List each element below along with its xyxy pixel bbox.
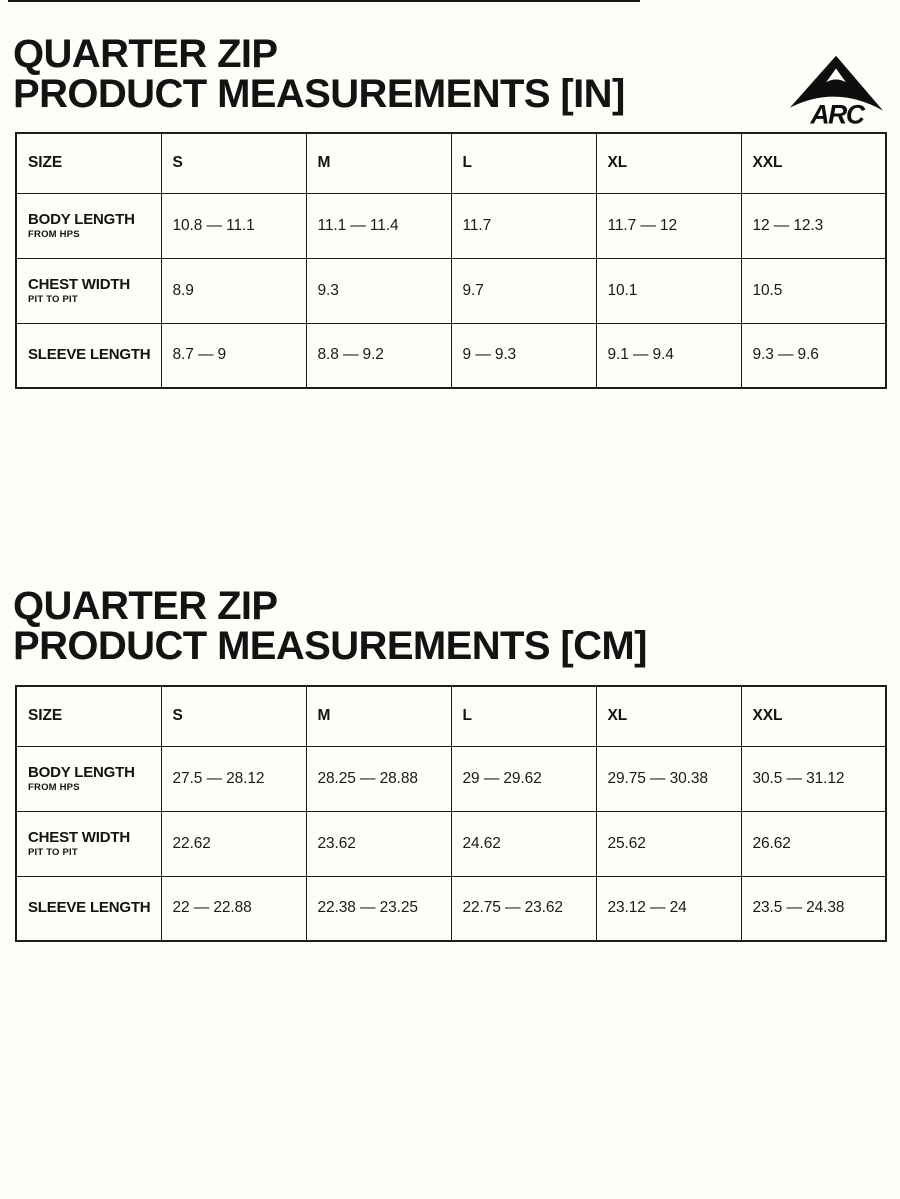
- col-header-size: SIZE: [16, 686, 161, 746]
- col-header-xxl: XXL: [741, 133, 886, 193]
- scan-artifact-line: [8, 0, 640, 2]
- col-header-xl: XL: [596, 133, 741, 193]
- row-sublabel: PIT TO PIT: [28, 293, 78, 305]
- header-row: [16, 686, 886, 746]
- row-label: BODY LENGTH: [28, 763, 135, 781]
- value-cell: 25.62: [596, 811, 741, 876]
- row-label: CHEST WIDTH: [28, 828, 130, 846]
- value-cell: 10.1: [596, 258, 741, 323]
- table-row-sleeve-length: [16, 323, 886, 388]
- value-cell: 12 — 12.3: [741, 193, 886, 258]
- row-sublabel: PIT TO PIT: [28, 846, 78, 858]
- table-row-body-length: [16, 746, 886, 811]
- value-cell: 24.62: [451, 811, 596, 876]
- row-label-cell: [16, 746, 161, 811]
- row-label: SLEEVE LENGTH: [28, 899, 151, 917]
- page-title: QUARTER ZIP: [13, 32, 278, 76]
- col-header-size: SIZE: [16, 133, 161, 193]
- row-label-cell: [16, 323, 161, 388]
- col-header-s: S: [161, 686, 306, 746]
- row-sublabel: FROM HPS: [28, 228, 80, 240]
- measurements-table-cm: [15, 685, 887, 942]
- page-title: QUARTER ZIP: [13, 584, 278, 628]
- row-label-cell: [16, 193, 161, 258]
- value-cell: 11.7 — 12: [596, 193, 741, 258]
- table-row-body-length: [16, 193, 886, 258]
- section-title-inches: [13, 34, 625, 114]
- col-header-xl: XL: [596, 686, 741, 746]
- value-cell: 9.7: [451, 258, 596, 323]
- value-cell: 9.1 — 9.4: [596, 323, 741, 388]
- row-sublabel: FROM HPS: [28, 781, 80, 793]
- value-cell: 9.3 — 9.6: [741, 323, 886, 388]
- col-header-m: M: [306, 686, 451, 746]
- col-header-l: L: [451, 133, 596, 193]
- row-label: CHEST WIDTH: [28, 275, 130, 293]
- page-subtitle: PRODUCT MEASUREMENTS [CM]: [13, 624, 647, 668]
- row-label: BODY LENGTH: [28, 210, 135, 228]
- row-label: SLEEVE LENGTH: [28, 346, 151, 364]
- value-cell: 27.5 — 28.12: [161, 746, 306, 811]
- row-label-cell: [16, 258, 161, 323]
- value-cell: 11.7: [451, 193, 596, 258]
- value-cell: 10.5: [741, 258, 886, 323]
- col-header-xxl: XXL: [741, 686, 886, 746]
- page-subtitle: PRODUCT MEASUREMENTS [IN]: [13, 72, 625, 116]
- value-cell: 23.12 — 24: [596, 876, 741, 941]
- value-cell: 26.62: [741, 811, 886, 876]
- arc-logo: [788, 52, 886, 128]
- arc-logo-text: ARC: [810, 99, 864, 128]
- col-header-m: M: [306, 133, 451, 193]
- row-label-cell: [16, 876, 161, 941]
- value-cell: 8.8 — 9.2: [306, 323, 451, 388]
- col-header-s: S: [161, 133, 306, 193]
- table-row-chest-width: [16, 811, 886, 876]
- section-title-cm: [13, 586, 647, 666]
- value-cell: 30.5 — 31.12: [741, 746, 886, 811]
- value-cell: 29.75 — 30.38: [596, 746, 741, 811]
- table-row-sleeve-length: [16, 876, 886, 941]
- header-row: [16, 133, 886, 193]
- value-cell: 28.25 — 28.88: [306, 746, 451, 811]
- value-cell: 23.62: [306, 811, 451, 876]
- value-cell: 11.1 — 11.4: [306, 193, 451, 258]
- row-label-cell: [16, 811, 161, 876]
- value-cell: 9 — 9.3: [451, 323, 596, 388]
- mountain-icon: [788, 52, 886, 128]
- value-cell: 9.3: [306, 258, 451, 323]
- measurements-table-inches: [15, 132, 887, 389]
- value-cell: 8.9: [161, 258, 306, 323]
- value-cell: 23.5 — 24.38: [741, 876, 886, 941]
- value-cell: 22 — 22.88: [161, 876, 306, 941]
- table-row-chest-width: [16, 258, 886, 323]
- value-cell: 22.62: [161, 811, 306, 876]
- value-cell: 8.7 — 9: [161, 323, 306, 388]
- col-header-l: L: [451, 686, 596, 746]
- value-cell: 22.38 — 23.25: [306, 876, 451, 941]
- value-cell: 10.8 — 11.1: [161, 193, 306, 258]
- value-cell: 22.75 — 23.62: [451, 876, 596, 941]
- value-cell: 29 — 29.62: [451, 746, 596, 811]
